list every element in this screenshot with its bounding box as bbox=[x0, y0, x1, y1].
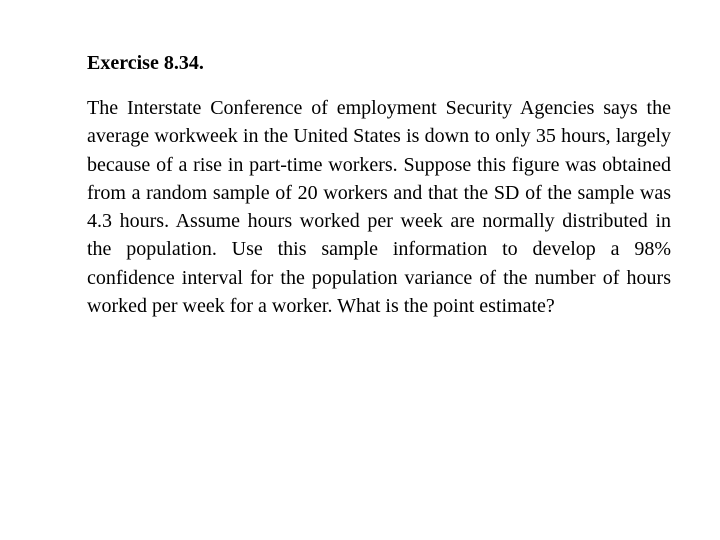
exercise-text: The Interstate Conference of employment Security Agencies says the average workweek in the United States is down to only 35 hours, largely because of a rise in part-time workers. Suppose this figure was obtained from a random sample of 20 workers and that the SD of the sample was 4.3 hours. Assume hours worked per week are normally distributed in the population. Use this sample information to develop a 98% confidence interval for the population variance of the number of hours worked per week for a worker. What is the point estimate? bbox=[87, 97, 671, 318]
exercise-title: Exercise 8.34. bbox=[87, 52, 204, 74]
